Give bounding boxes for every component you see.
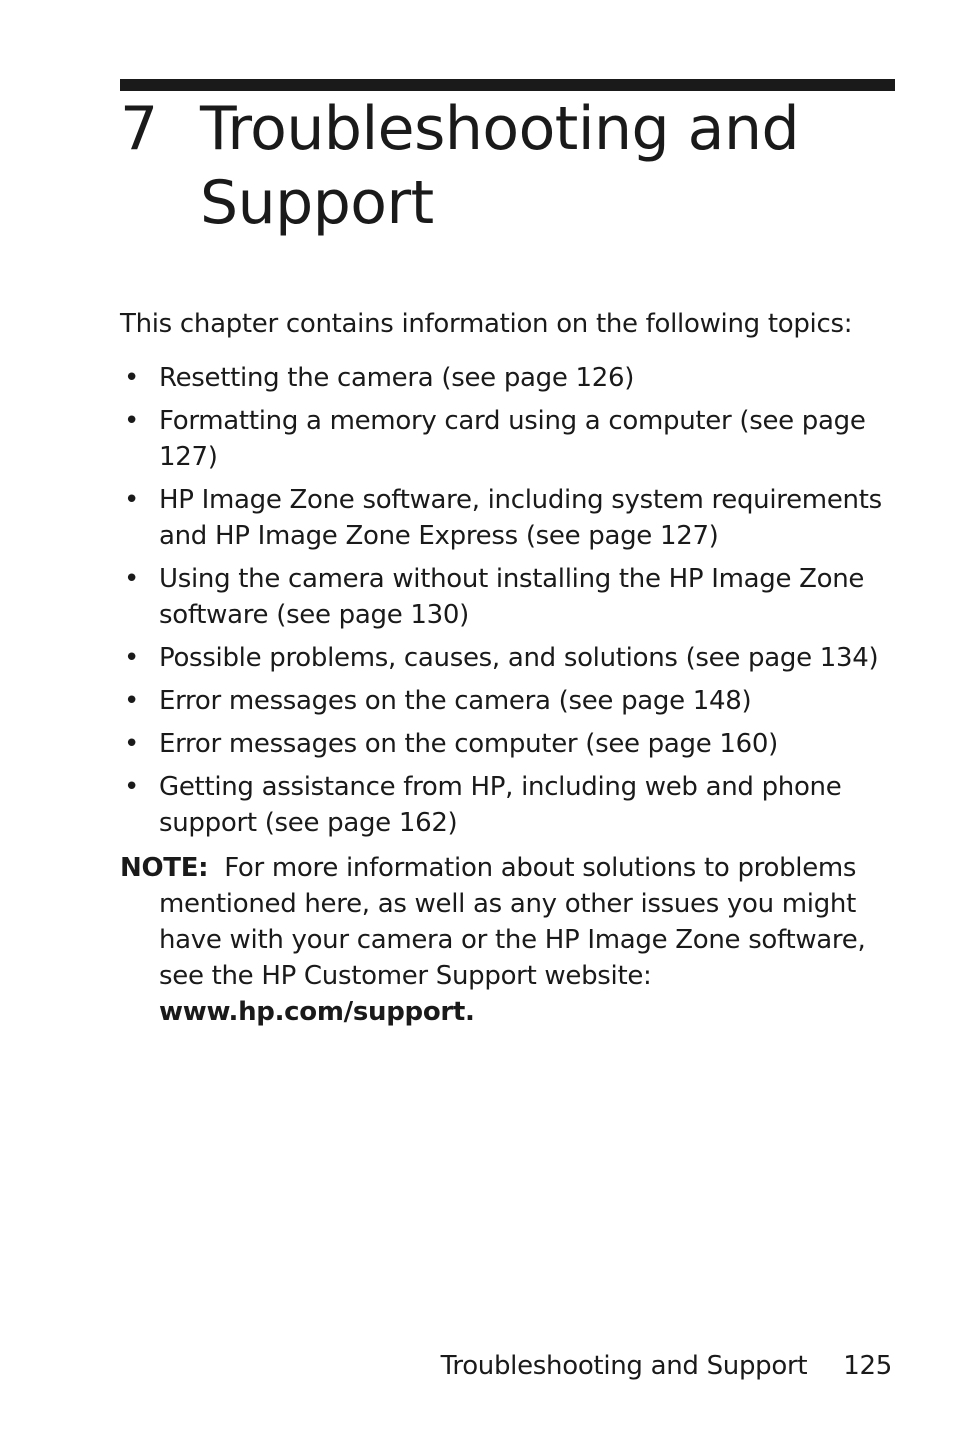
topic-text: Resetting the camera (see page 126): [159, 363, 635, 393]
bullet-icon: •: [124, 485, 140, 515]
topic-text: Possible problems, causes, and solutions (see page 134): [159, 643, 879, 673]
topic-item: [120, 640, 895, 676]
support-website-link[interactable]: www.hp.com/support.: [159, 997, 475, 1027]
bullet-icon: •: [124, 643, 140, 673]
topic-list: [120, 360, 895, 848]
topic-item: [120, 683, 895, 719]
topic-item: [120, 360, 895, 396]
note-text: For more information about solutions to problems mentioned here, as well as any other issues you might have with your camera or the HP Image Zone software, see the HP Customer Support website:: [159, 853, 866, 991]
note-block: [120, 850, 880, 1030]
note-label: NOTE:: [120, 853, 209, 883]
chapter-rule: [120, 79, 895, 91]
bullet-icon: •: [124, 363, 140, 393]
topic-item: [120, 769, 895, 841]
bullet-icon: •: [124, 686, 140, 716]
bullet-icon: •: [124, 729, 140, 759]
chapter-title: Troubleshooting and Support: [200, 94, 800, 238]
topic-item: [120, 403, 895, 475]
bullet-icon: •: [124, 564, 140, 594]
bullet-icon: •: [124, 406, 140, 436]
topic-text: Using the camera without installing the HP Image Zone software (see page 130): [159, 564, 865, 630]
topic-text: HP Image Zone software, including system requirements and HP Image Zone Express (see page 127): [159, 485, 882, 551]
topic-text: Getting assistance from HP, including web and phone support (see page 162): [159, 772, 842, 838]
topic-text: Error messages on the camera (see page 148): [159, 686, 752, 716]
bullet-icon: •: [124, 772, 140, 802]
footer-section-title: Troubleshooting and Support: [440, 1351, 808, 1381]
chapter-number: 7: [120, 94, 158, 164]
topic-item: [120, 482, 895, 554]
topic-item: [120, 561, 895, 633]
chapter-heading: [120, 92, 895, 240]
topic-text: Formatting a memory card using a computer (see page 127): [159, 406, 866, 472]
topic-item: [120, 726, 895, 762]
topic-text: Error messages on the computer (see page 160): [159, 729, 778, 759]
intro-text: This chapter contains information on the following topics:: [120, 309, 853, 339]
page-footer: [441, 1348, 892, 1384]
page-number: 125: [843, 1351, 892, 1381]
